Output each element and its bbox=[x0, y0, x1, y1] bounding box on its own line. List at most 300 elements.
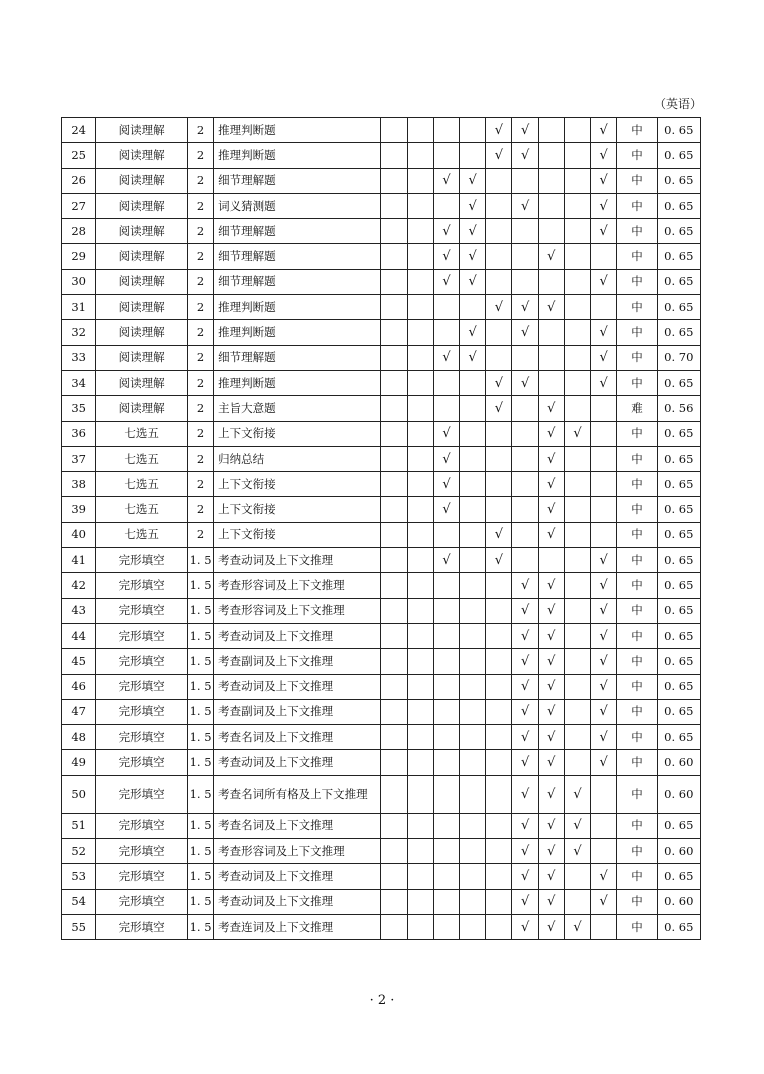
question-number-cell: 53 bbox=[62, 864, 96, 889]
difficulty-cell: 中 bbox=[617, 649, 657, 674]
check-cell bbox=[433, 396, 459, 421]
check-cell bbox=[564, 699, 590, 724]
score-cell: 2 bbox=[187, 370, 213, 395]
difficulty-cell: 中 bbox=[617, 813, 657, 838]
check-cell bbox=[512, 497, 538, 522]
check-cell bbox=[512, 623, 538, 648]
score-cell: 1. 5 bbox=[187, 775, 213, 813]
table-row bbox=[62, 193, 701, 218]
checkmark-icon: √ bbox=[547, 868, 556, 884]
check-cell bbox=[512, 421, 538, 446]
check-cell bbox=[486, 649, 512, 674]
check-cell bbox=[433, 295, 459, 320]
checkmark-icon: √ bbox=[520, 919, 530, 935]
check-cell bbox=[591, 320, 617, 345]
description-cell: 考查名词及上下文推理 bbox=[214, 813, 381, 838]
checkmark-icon: √ bbox=[599, 350, 608, 366]
check-cell bbox=[381, 168, 407, 193]
table-row bbox=[62, 548, 701, 573]
check-cell bbox=[512, 269, 538, 294]
check-cell bbox=[460, 143, 486, 168]
check-cell bbox=[407, 750, 433, 775]
difficulty-index-cell: 0. 65 bbox=[657, 864, 700, 889]
check-cell bbox=[486, 522, 512, 547]
check-cell bbox=[564, 889, 590, 914]
checkmark-icon: √ bbox=[599, 375, 608, 391]
difficulty-index-cell: 0. 65 bbox=[657, 674, 700, 699]
check-cell bbox=[381, 573, 407, 598]
check-cell bbox=[433, 864, 459, 889]
check-cell bbox=[591, 623, 617, 648]
difficulty-cell: 中 bbox=[617, 522, 657, 547]
check-cell bbox=[591, 674, 617, 699]
checkmark-icon: √ bbox=[520, 375, 530, 391]
difficulty-cell: 中 bbox=[617, 320, 657, 345]
check-cell bbox=[564, 143, 590, 168]
check-cell bbox=[512, 168, 538, 193]
check-cell bbox=[381, 598, 407, 623]
checkmark-icon: √ bbox=[599, 868, 608, 884]
check-cell bbox=[564, 623, 590, 648]
check-cell bbox=[407, 649, 433, 674]
difficulty-cell: 中 bbox=[617, 750, 657, 775]
checkmark-icon: √ bbox=[468, 223, 477, 239]
score-cell: 1. 5 bbox=[187, 649, 213, 674]
check-cell bbox=[591, 649, 617, 674]
difficulty-cell: 中 bbox=[617, 168, 657, 193]
question-type-cell: 阅读理解 bbox=[96, 295, 188, 320]
check-cell bbox=[486, 345, 512, 370]
question-type-cell: 完形填空 bbox=[96, 598, 188, 623]
checkmark-icon: √ bbox=[599, 603, 608, 619]
difficulty-cell: 中 bbox=[617, 472, 657, 497]
check-cell bbox=[407, 573, 433, 598]
difficulty-cell: 中 bbox=[617, 497, 657, 522]
question-number-cell: 50 bbox=[62, 775, 96, 813]
table-row bbox=[62, 598, 701, 623]
check-cell bbox=[407, 118, 433, 143]
check-cell bbox=[591, 548, 617, 573]
check-cell bbox=[486, 750, 512, 775]
table-row bbox=[62, 699, 701, 724]
checkmark-icon: √ bbox=[520, 679, 530, 695]
table-row bbox=[62, 914, 701, 939]
check-cell bbox=[433, 775, 459, 813]
description-cell: 细节理解题 bbox=[214, 219, 381, 244]
description-cell: 考查形容词及上下文推理 bbox=[214, 839, 381, 864]
difficulty-cell: 中 bbox=[617, 573, 657, 598]
check-cell bbox=[407, 497, 433, 522]
description-cell: 推理判断题 bbox=[214, 143, 381, 168]
check-cell bbox=[460, 775, 486, 813]
description-cell: 考查动词及上下文推理 bbox=[214, 548, 381, 573]
check-cell bbox=[407, 699, 433, 724]
score-cell: 1. 5 bbox=[187, 725, 213, 750]
check-cell bbox=[512, 813, 538, 838]
checkmark-icon: √ bbox=[573, 843, 582, 859]
difficulty-cell: 中 bbox=[617, 598, 657, 623]
checkmark-icon: √ bbox=[547, 577, 556, 593]
description-cell: 考查名词所有格及上下文推理 bbox=[214, 775, 381, 813]
description-cell: 考查副词及上下文推理 bbox=[214, 699, 381, 724]
checkmark-icon: √ bbox=[442, 274, 451, 290]
check-cell bbox=[381, 839, 407, 864]
table-row bbox=[62, 219, 701, 244]
check-cell bbox=[433, 674, 459, 699]
question-type-cell: 完形填空 bbox=[96, 649, 188, 674]
check-cell bbox=[591, 699, 617, 724]
check-cell bbox=[433, 269, 459, 294]
check-cell bbox=[591, 598, 617, 623]
check-cell bbox=[538, 598, 564, 623]
difficulty-index-cell: 0. 65 bbox=[657, 446, 700, 471]
check-cell bbox=[591, 522, 617, 547]
checkmark-icon: √ bbox=[468, 274, 477, 290]
check-cell bbox=[512, 548, 538, 573]
checkmark-icon: √ bbox=[442, 350, 451, 366]
check-cell bbox=[381, 295, 407, 320]
check-cell bbox=[512, 396, 538, 421]
check-cell bbox=[512, 118, 538, 143]
checkmark-icon: √ bbox=[547, 894, 556, 910]
description-cell: 上下文衔接 bbox=[214, 472, 381, 497]
score-cell: 2 bbox=[187, 269, 213, 294]
checkmark-icon: √ bbox=[547, 527, 556, 543]
check-cell bbox=[538, 143, 564, 168]
check-cell bbox=[591, 472, 617, 497]
check-cell bbox=[512, 649, 538, 674]
description-cell: 考查连词及上下文推理 bbox=[214, 914, 381, 939]
check-cell bbox=[512, 522, 538, 547]
difficulty-index-cell: 0. 65 bbox=[657, 118, 700, 143]
check-cell bbox=[381, 699, 407, 724]
check-cell bbox=[564, 446, 590, 471]
check-cell bbox=[538, 396, 564, 421]
checkmark-icon: √ bbox=[599, 628, 608, 644]
table-row bbox=[62, 674, 701, 699]
check-cell bbox=[460, 118, 486, 143]
question-number-cell: 51 bbox=[62, 813, 96, 838]
check-cell bbox=[486, 573, 512, 598]
checkmark-icon: √ bbox=[599, 577, 608, 593]
checkmark-icon: √ bbox=[599, 198, 608, 214]
checkmark-icon: √ bbox=[547, 400, 556, 416]
check-cell bbox=[538, 421, 564, 446]
checkmark-icon: √ bbox=[520, 122, 530, 138]
check-cell bbox=[381, 889, 407, 914]
check-cell bbox=[512, 295, 538, 320]
check-cell bbox=[381, 813, 407, 838]
check-cell bbox=[512, 864, 538, 889]
checkmark-icon: √ bbox=[442, 223, 451, 239]
question-number-cell: 34 bbox=[62, 370, 96, 395]
table-row bbox=[62, 889, 701, 914]
score-cell: 2 bbox=[187, 193, 213, 218]
check-cell bbox=[486, 446, 512, 471]
check-cell bbox=[433, 497, 459, 522]
score-cell: 2 bbox=[187, 396, 213, 421]
score-cell: 1. 5 bbox=[187, 573, 213, 598]
check-cell bbox=[433, 725, 459, 750]
checkmark-icon: √ bbox=[442, 502, 451, 518]
score-cell: 1. 5 bbox=[187, 864, 213, 889]
check-cell bbox=[460, 864, 486, 889]
checkmark-icon: √ bbox=[520, 755, 530, 771]
question-type-cell: 七选五 bbox=[96, 421, 188, 446]
check-cell bbox=[538, 295, 564, 320]
checkmark-icon: √ bbox=[520, 299, 530, 315]
check-cell bbox=[407, 623, 433, 648]
check-cell bbox=[591, 269, 617, 294]
check-cell bbox=[433, 573, 459, 598]
description-cell: 考查名词及上下文推理 bbox=[214, 725, 381, 750]
check-cell bbox=[538, 345, 564, 370]
table-row bbox=[62, 472, 701, 497]
checkmark-icon: √ bbox=[547, 451, 556, 467]
difficulty-cell: 中 bbox=[617, 548, 657, 573]
description-cell: 归纳总结 bbox=[214, 446, 381, 471]
check-cell bbox=[407, 914, 433, 939]
difficulty-index-cell: 0. 65 bbox=[657, 699, 700, 724]
checkmark-icon: √ bbox=[573, 786, 582, 802]
score-cell: 2 bbox=[187, 244, 213, 269]
check-cell bbox=[407, 320, 433, 345]
difficulty-cell: 中 bbox=[617, 193, 657, 218]
question-number-cell: 31 bbox=[62, 295, 96, 320]
checkmark-icon: √ bbox=[520, 577, 530, 593]
description-cell: 推理判断题 bbox=[214, 118, 381, 143]
check-cell bbox=[433, 914, 459, 939]
checkmark-icon: √ bbox=[547, 818, 556, 834]
check-cell bbox=[538, 497, 564, 522]
checkmark-icon: √ bbox=[494, 400, 504, 416]
score-cell: 1. 5 bbox=[187, 889, 213, 914]
checkmark-icon: √ bbox=[442, 249, 451, 265]
checkmark-icon: √ bbox=[599, 274, 608, 290]
difficulty-cell: 中 bbox=[617, 864, 657, 889]
score-cell: 2 bbox=[187, 143, 213, 168]
check-cell bbox=[486, 725, 512, 750]
check-cell bbox=[512, 219, 538, 244]
difficulty-index-cell: 0. 65 bbox=[657, 421, 700, 446]
description-cell: 上下文衔接 bbox=[214, 421, 381, 446]
check-cell bbox=[564, 573, 590, 598]
question-number-cell: 30 bbox=[62, 269, 96, 294]
question-number-cell: 26 bbox=[62, 168, 96, 193]
checkmark-icon: √ bbox=[520, 147, 530, 163]
check-cell bbox=[591, 345, 617, 370]
score-cell: 2 bbox=[187, 522, 213, 547]
check-cell bbox=[486, 775, 512, 813]
table-row bbox=[62, 446, 701, 471]
question-type-cell: 阅读理解 bbox=[96, 193, 188, 218]
table-row bbox=[62, 864, 701, 889]
checkmark-icon: √ bbox=[547, 919, 556, 935]
check-cell bbox=[407, 548, 433, 573]
difficulty-index-cell: 0. 65 bbox=[657, 370, 700, 395]
check-cell bbox=[407, 421, 433, 446]
checkmark-icon: √ bbox=[599, 704, 608, 720]
check-cell bbox=[460, 573, 486, 598]
check-cell bbox=[591, 839, 617, 864]
check-cell bbox=[407, 193, 433, 218]
question-number-cell: 54 bbox=[62, 889, 96, 914]
check-cell bbox=[433, 598, 459, 623]
check-cell bbox=[486, 598, 512, 623]
checkmark-icon: √ bbox=[494, 147, 504, 163]
check-cell bbox=[564, 548, 590, 573]
check-cell bbox=[538, 649, 564, 674]
difficulty-cell: 中 bbox=[617, 674, 657, 699]
check-cell bbox=[486, 623, 512, 648]
score-cell: 1. 5 bbox=[187, 813, 213, 838]
check-cell bbox=[433, 345, 459, 370]
checkmark-icon: √ bbox=[573, 919, 582, 935]
check-cell bbox=[381, 143, 407, 168]
check-cell bbox=[512, 370, 538, 395]
check-cell bbox=[433, 219, 459, 244]
question-number-cell: 45 bbox=[62, 649, 96, 674]
difficulty-index-cell: 0. 60 bbox=[657, 775, 700, 813]
check-cell bbox=[433, 623, 459, 648]
table-body bbox=[62, 118, 701, 940]
checkmark-icon: √ bbox=[520, 868, 530, 884]
check-cell bbox=[538, 548, 564, 573]
question-type-cell: 阅读理解 bbox=[96, 396, 188, 421]
check-cell bbox=[591, 573, 617, 598]
check-cell bbox=[460, 446, 486, 471]
description-cell: 考查动词及上下文推理 bbox=[214, 750, 381, 775]
checkmark-icon: √ bbox=[547, 843, 556, 859]
checkmark-icon: √ bbox=[468, 173, 477, 189]
question-number-cell: 40 bbox=[62, 522, 96, 547]
checkmark-icon: √ bbox=[599, 755, 608, 771]
question-type-cell: 阅读理解 bbox=[96, 269, 188, 294]
check-cell bbox=[460, 295, 486, 320]
score-cell: 2 bbox=[187, 472, 213, 497]
check-cell bbox=[407, 864, 433, 889]
check-cell bbox=[460, 497, 486, 522]
score-cell: 2 bbox=[187, 219, 213, 244]
check-cell bbox=[433, 699, 459, 724]
check-cell bbox=[381, 914, 407, 939]
check-cell bbox=[460, 623, 486, 648]
check-cell bbox=[381, 320, 407, 345]
checkmark-icon: √ bbox=[573, 426, 582, 442]
check-cell bbox=[486, 699, 512, 724]
check-cell bbox=[538, 219, 564, 244]
check-cell bbox=[381, 522, 407, 547]
score-cell: 2 bbox=[187, 295, 213, 320]
check-cell bbox=[460, 889, 486, 914]
question-number-cell: 42 bbox=[62, 573, 96, 598]
difficulty-cell: 中 bbox=[617, 699, 657, 724]
checkmark-icon: √ bbox=[442, 552, 451, 568]
check-cell bbox=[538, 699, 564, 724]
check-cell bbox=[564, 839, 590, 864]
checkmark-icon: √ bbox=[520, 704, 530, 720]
score-cell: 1. 5 bbox=[187, 750, 213, 775]
check-cell bbox=[512, 193, 538, 218]
check-cell bbox=[460, 219, 486, 244]
checkmark-icon: √ bbox=[520, 729, 530, 745]
table-row bbox=[62, 725, 701, 750]
question-number-cell: 55 bbox=[62, 914, 96, 939]
table-row bbox=[62, 573, 701, 598]
check-cell bbox=[538, 168, 564, 193]
check-cell bbox=[407, 345, 433, 370]
question-number-cell: 43 bbox=[62, 598, 96, 623]
checkmark-icon: √ bbox=[442, 476, 451, 492]
check-cell bbox=[433, 168, 459, 193]
check-cell bbox=[512, 320, 538, 345]
check-cell bbox=[460, 813, 486, 838]
difficulty-index-cell: 0. 70 bbox=[657, 345, 700, 370]
checkmark-icon: √ bbox=[494, 122, 504, 138]
description-cell: 上下文衔接 bbox=[214, 522, 381, 547]
score-cell: 2 bbox=[187, 320, 213, 345]
description-cell: 主旨大意题 bbox=[214, 396, 381, 421]
check-cell bbox=[381, 497, 407, 522]
check-cell bbox=[591, 725, 617, 750]
check-cell bbox=[433, 649, 459, 674]
check-cell bbox=[407, 472, 433, 497]
question-type-cell: 完形填空 bbox=[96, 750, 188, 775]
check-cell bbox=[407, 143, 433, 168]
difficulty-index-cell: 0. 65 bbox=[657, 244, 700, 269]
check-cell bbox=[591, 421, 617, 446]
check-cell bbox=[486, 864, 512, 889]
check-cell bbox=[591, 295, 617, 320]
check-cell bbox=[512, 598, 538, 623]
checkmark-icon: √ bbox=[547, 628, 556, 644]
difficulty-cell: 中 bbox=[617, 839, 657, 864]
description-cell: 考查形容词及上下文推理 bbox=[214, 573, 381, 598]
question-type-cell: 阅读理解 bbox=[96, 244, 188, 269]
difficulty-index-cell: 0. 65 bbox=[657, 269, 700, 294]
score-cell: 1. 5 bbox=[187, 598, 213, 623]
check-cell bbox=[381, 548, 407, 573]
check-cell bbox=[433, 143, 459, 168]
difficulty-cell: 中 bbox=[617, 219, 657, 244]
check-cell bbox=[564, 864, 590, 889]
check-cell bbox=[381, 118, 407, 143]
check-cell bbox=[564, 813, 590, 838]
check-cell bbox=[538, 914, 564, 939]
check-cell bbox=[538, 864, 564, 889]
check-cell bbox=[564, 370, 590, 395]
check-cell bbox=[486, 472, 512, 497]
check-cell bbox=[591, 914, 617, 939]
check-cell bbox=[433, 244, 459, 269]
checkmark-icon: √ bbox=[599, 894, 608, 910]
check-cell bbox=[591, 750, 617, 775]
check-cell bbox=[486, 839, 512, 864]
difficulty-cell: 中 bbox=[617, 295, 657, 320]
check-cell bbox=[564, 914, 590, 939]
description-cell: 考查动词及上下文推理 bbox=[214, 889, 381, 914]
check-cell bbox=[407, 725, 433, 750]
question-type-cell: 阅读理解 bbox=[96, 370, 188, 395]
check-cell bbox=[564, 118, 590, 143]
check-cell bbox=[407, 813, 433, 838]
check-cell bbox=[538, 118, 564, 143]
check-cell bbox=[538, 775, 564, 813]
check-cell bbox=[538, 889, 564, 914]
difficulty-cell: 中 bbox=[617, 244, 657, 269]
description-cell: 细节理解题 bbox=[214, 244, 381, 269]
check-cell bbox=[381, 244, 407, 269]
